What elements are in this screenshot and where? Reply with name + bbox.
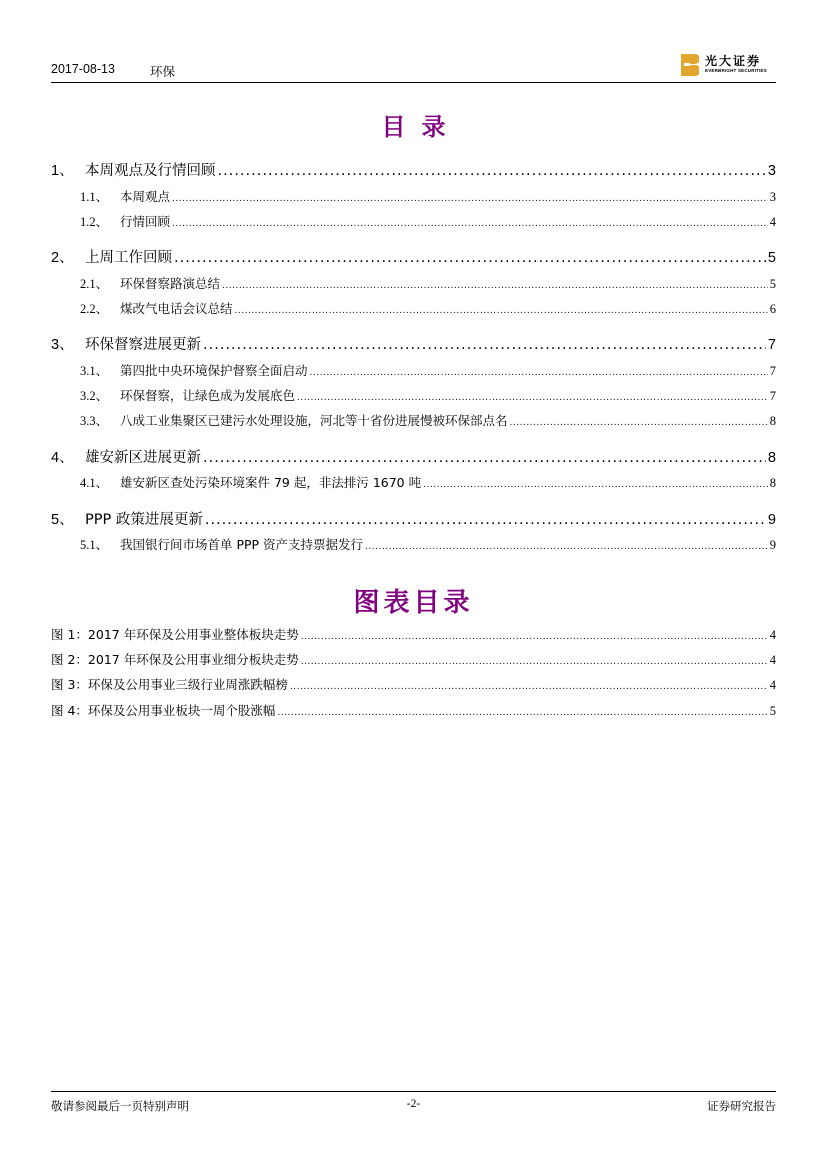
toc-entry-page: 8 (767, 450, 776, 466)
toc-leader (510, 418, 768, 428)
toc-leader (203, 337, 766, 353)
figure-entry-page: 4 (769, 628, 776, 642)
figure-entry[interactable] (51, 675, 776, 693)
toc-entry-number: 1、 (51, 163, 74, 179)
everbright-logo (681, 52, 776, 78)
toc-entry-number: 2.2、 (80, 302, 109, 316)
toc-section-entry[interactable] (51, 159, 776, 180)
page-header (51, 46, 776, 83)
toc-entry-title: 环保督察进展更新 (85, 337, 201, 353)
toc-leader (205, 512, 766, 528)
figure-entry-page: 4 (769, 653, 776, 667)
toc-entry-number: 3.2、 (80, 389, 109, 403)
toc-leader (310, 368, 768, 378)
toc-leader (301, 632, 768, 642)
toc-entry-number: 5.1、 (80, 538, 109, 552)
toc-entry-number: 4、 (51, 450, 74, 466)
toc-entry-page: 3 (767, 163, 776, 179)
toc-entry-title: 本周观点 (120, 189, 171, 204)
figure-entry-title: 图 4：环保及公用事业板块一周个股涨幅 (51, 703, 276, 718)
toc-section-entry[interactable] (51, 446, 776, 467)
figure-entry-title: 图 1：2017 年环保及公用事业整体板块走势 (51, 627, 299, 642)
toc-entry-title: 煤改气电话会议总结 (120, 301, 233, 316)
toc-entry-page: 5 (767, 250, 776, 266)
figure-entry[interactable] (51, 650, 776, 668)
toc-leader (290, 682, 768, 692)
toc-entry-page: 7 (769, 389, 776, 403)
toc-leader (174, 250, 766, 266)
toc-entry-title: 雄安新区进展更新 (85, 450, 201, 466)
toc-leader (218, 163, 766, 179)
toc-entry-page: 5 (769, 277, 776, 291)
toc-leader (423, 480, 768, 490)
figure-entry[interactable] (51, 701, 776, 719)
figure-entry-title: 图 2：2017 年环保及公用事业细分板块走势 (51, 652, 299, 667)
toc-leader (301, 657, 768, 667)
toc-subsection-entry[interactable] (51, 212, 776, 230)
toc-leader (277, 708, 767, 718)
figure-entry-page: 4 (769, 678, 776, 692)
toc-entry-number: 1.2、 (80, 215, 109, 229)
toc-entry-page: 7 (767, 337, 776, 353)
toc-entry-title: 八成工业集聚区已建污水处理设施，河北等十省份进展慢被环保部点名 (120, 413, 508, 428)
toc-entry-number: 1.1、 (80, 190, 109, 204)
logo-text-cn: 光大证券 (705, 54, 762, 68)
logo-text-en: EVERBRIGHT SECURITIES (705, 68, 767, 73)
page-footer (51, 1091, 776, 1116)
toc-leader (222, 281, 768, 291)
toc-entry-number: 5、 (51, 512, 74, 528)
toc-title: 目录 (381, 112, 462, 141)
toc-leader (172, 219, 768, 229)
toc-subsection-entry[interactable] (51, 299, 776, 317)
toc-entry-page: 7 (769, 364, 776, 378)
toc-entry-title: 第四批中央环境保护督察全面启动 (120, 363, 308, 378)
report-date: 2017-08-13 (51, 62, 115, 76)
toc-section-entry[interactable] (51, 333, 776, 354)
toc-entry-title: 上周工作回顾 (85, 250, 172, 266)
figures-title: 图表目录 (353, 588, 474, 618)
everbright-logo-icon (681, 54, 699, 76)
footer-doc-type: 证券研究报告 (707, 1099, 776, 1113)
toc-entry-page: 3 (769, 190, 776, 204)
toc-entry-number: 2.1、 (80, 277, 109, 291)
toc-entry-number: 2、 (51, 250, 74, 266)
toc-subsection-entry[interactable] (51, 386, 776, 404)
report-sector: 环保 (150, 64, 176, 79)
toc-entry-page: 6 (769, 302, 776, 316)
toc-entry-page: 8 (769, 476, 776, 490)
figure-entry-page: 5 (769, 704, 776, 718)
toc-subsection-entry[interactable] (51, 411, 776, 429)
toc-section-entry[interactable] (51, 246, 776, 267)
toc-entry-title: PPP 政策进展更新 (85, 512, 203, 528)
figure-entry-title: 图 3：环保及公用事业三级行业周涨跌幅榜 (51, 677, 288, 692)
toc-subsection-entry[interactable] (51, 187, 776, 205)
toc-subsection-entry[interactable] (51, 473, 776, 491)
page-number: -2- (406, 1098, 421, 1110)
toc-entry-page: 9 (769, 538, 776, 552)
toc-leader (365, 542, 768, 552)
toc-entry-title: 行情回顾 (120, 214, 171, 229)
toc-leader (235, 306, 768, 316)
toc-entry-title: 环保督察，让绿色成为发展底色 (120, 388, 296, 403)
toc-subsection-entry[interactable] (51, 361, 776, 379)
toc-entry-title: 雄安新区查处污染环境案件 79 起，非法排污 1670 吨 (120, 475, 422, 490)
footer-disclaimer: 敬请参阅最后一页特别声明 (51, 1099, 189, 1113)
toc-section-entry[interactable] (51, 508, 776, 529)
toc-subsection-entry[interactable] (51, 535, 776, 553)
toc-entry-number: 3.1、 (80, 364, 109, 378)
toc-entry-number: 3.3、 (80, 414, 109, 428)
toc-entry-number: 3、 (51, 337, 74, 353)
toc-entry-title: 本周观点及行情回顾 (85, 163, 216, 179)
figure-entry[interactable] (51, 625, 776, 643)
toc-leader (172, 194, 768, 204)
toc-entry-title: 环保督察路演总结 (120, 276, 221, 291)
toc-entry-page: 8 (769, 414, 776, 428)
toc-entry-title: 我国银行间市场首单 PPP 资产支持票据发行 (120, 537, 364, 552)
toc-leader (203, 450, 766, 466)
toc-entry-number: 4.1、 (80, 476, 109, 490)
toc-leader (297, 393, 768, 403)
toc-subsection-entry[interactable] (51, 274, 776, 292)
toc-entry-page: 4 (769, 215, 776, 229)
toc-entry-page: 9 (767, 512, 776, 528)
